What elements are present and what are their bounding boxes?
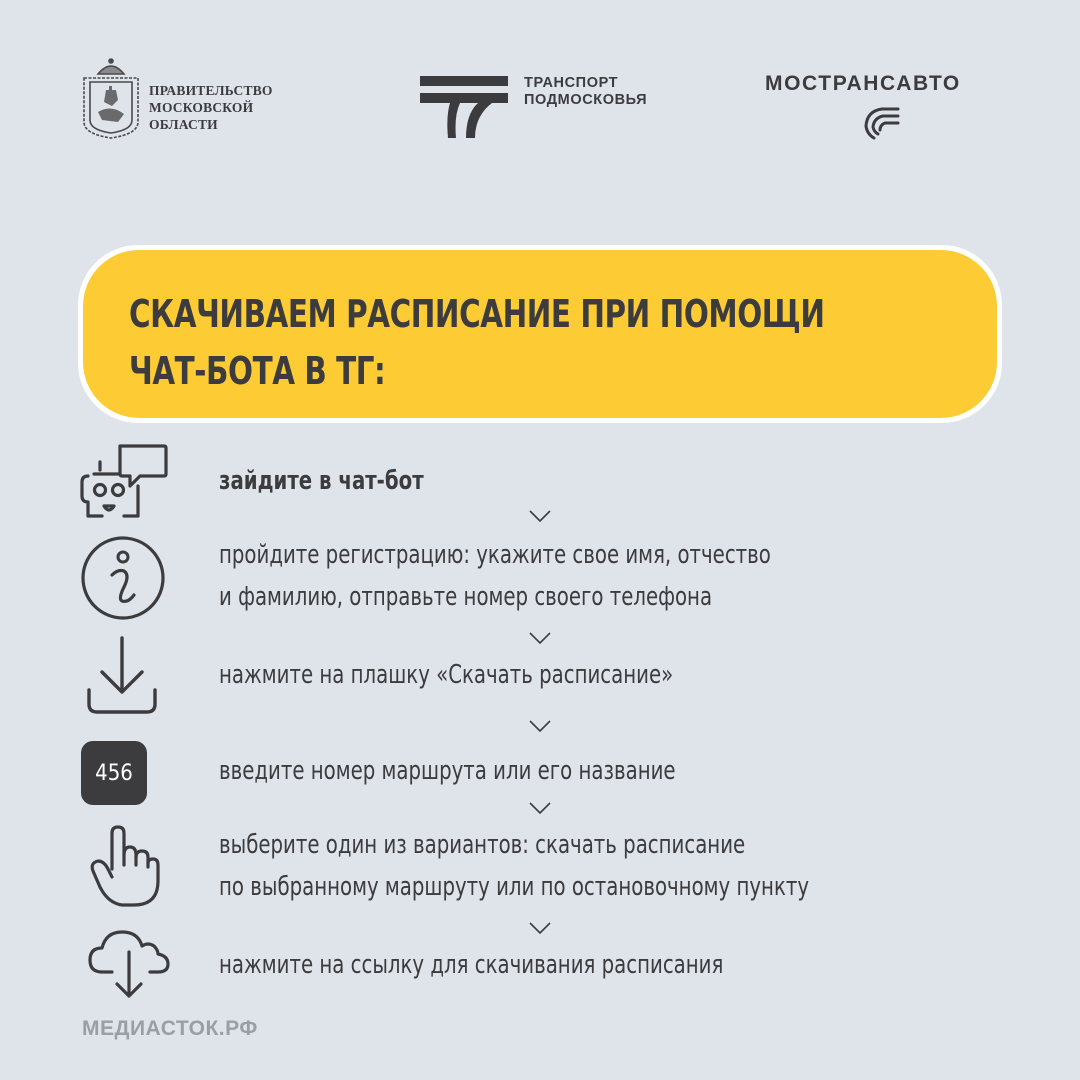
download-icon <box>86 634 158 721</box>
step-5-text <box>219 824 809 908</box>
transport-podmoskovya-logo-icon <box>420 76 512 138</box>
step-5-line: выберите один из вариантов: скачать расписание <box>219 830 746 860</box>
step-6-text: нажмите на ссылку для скачивания расписания <box>219 950 724 980</box>
step-5-line: по выбранному маршруту или по остановочному пункту <box>219 872 810 902</box>
moscow-oblast-coat-of-arms-icon <box>78 56 144 140</box>
chevron-down-icon <box>529 510 551 522</box>
step-1-text: зайдите в чат-бот <box>219 466 424 496</box>
source-label: МЕДИАСТОК.РФ <box>82 1017 258 1040</box>
chevron-down-icon <box>529 922 551 934</box>
step-4-text: введите номер маршрута или его название <box>219 756 676 786</box>
cloud-download-icon <box>88 928 170 1005</box>
chevron-down-icon <box>529 802 551 814</box>
title-banner-fill <box>83 250 997 418</box>
chat-bot-icon <box>80 444 170 525</box>
pointing-hand-icon <box>90 825 162 914</box>
route-number-badge: 456 <box>81 741 147 805</box>
transport-logo-line: ПОДМОСКОВЬЯ <box>524 92 648 108</box>
step-2-line: и фамилию, отправьте номер своего телефона <box>219 582 713 612</box>
banner-title-line: СКАЧИВАЕМ РАСПИСАНИЕ ПРИ ПОМОЩИ <box>129 292 825 336</box>
info-icon <box>80 535 166 626</box>
transport-logo-line: ТРАНСПОРТ <box>524 75 619 91</box>
banner-title <box>129 286 824 400</box>
title-banner <box>78 245 1002 423</box>
chevron-down-icon <box>529 720 551 732</box>
mostransavto-swirl-icon <box>862 106 902 140</box>
step-3-text: нажмите на плашку «Скачать расписание» <box>219 660 674 690</box>
step-2-line: пройдите регистрацию: укажите свое имя, отчество <box>219 540 771 570</box>
gov-logo-line: ОБЛАСТИ <box>149 117 218 132</box>
chevron-down-icon <box>529 632 551 644</box>
mostransavto-logo-text: МОСТРАНСАВТО <box>765 72 961 95</box>
step-2-text <box>219 534 771 618</box>
transport-logo-text <box>524 75 647 109</box>
gov-logo-line: ПРАВИТЕЛЬСТВО <box>149 83 273 98</box>
gov-logo-line: МОСКОВСКОЙ <box>149 100 254 115</box>
gov-logo-text <box>149 82 273 133</box>
banner-title-line: ЧАТ-БОТА В ТГ: <box>129 349 386 393</box>
